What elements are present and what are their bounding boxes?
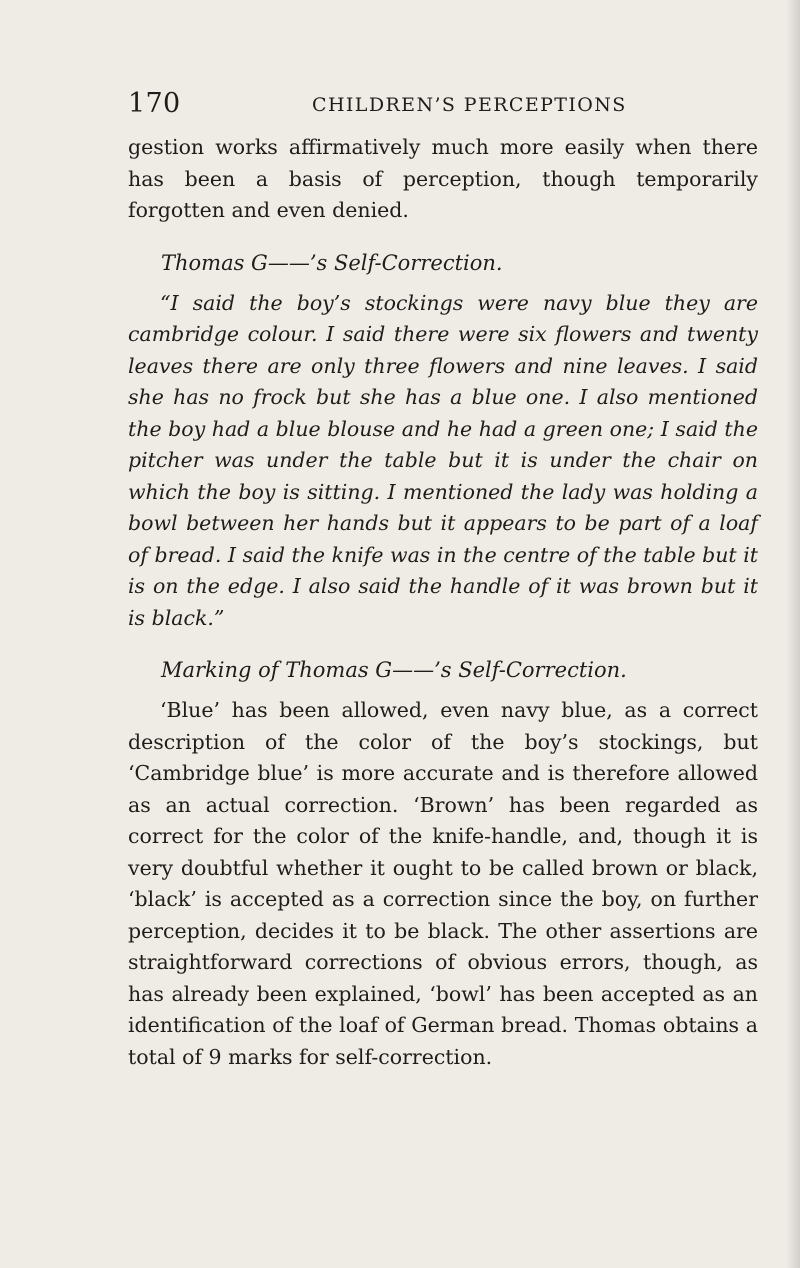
quoted-paragraph: “I said the boy’s stockings were navy blue they are cambridge colour. I said there were six flowers and twenty leaves there are only three flowers and nine leaves. I said she has no frock but she has a blue one. I also mentioned the boy had a blue blouse and he had a green one; I said the pitcher was under the table but it is under the chair on which the boy is sitting. I mentioned the lady was holding a bowl between her hands but it appears to be part of a loaf of bread. I said the knife was in the centre of the table but it is on the edge. I also said the handle of it was brown but it is black.” (128, 290, 758, 630)
page-edge-shadow (786, 0, 800, 1268)
running-title: CHILDREN’S PERCEPTIONS (312, 94, 627, 116)
section-heading-self-correction: Thomas G——’s Self-Correction. (161, 250, 503, 275)
page-body (128, 132, 758, 1073)
page-number: 170 (128, 88, 181, 119)
running-head (128, 88, 688, 122)
intro-paragraph: gestion works affirmatively much more easily when there has been a basis of perception, though temporarily forgotten and even denied. (128, 135, 758, 222)
marking-paragraph: ‘Blue’ has been allowed, even navy blue, as a correct description of the color of the boy’s stockings, but ‘Cambridge blue’ is more accurate and is therefore allowed as an actual correction. ‘Brown’ has been regarded as correct for the color of the knife-handle, and, though it is very doubtful whether it ought to be called brown or black, ‘black’ is accepted as a correction since the boy, on further perception, decides it to be black. The other assertions are straightforward corrections of obvious errors, though, as has already been explained, ‘bowl’ has been accepted as an identification of the loaf of German bread. Thomas obtains a total of 9 marks for self-correction. (128, 698, 758, 1069)
section-heading-marking: Marking of Thomas G——’s Self-Correction. (161, 658, 627, 682)
